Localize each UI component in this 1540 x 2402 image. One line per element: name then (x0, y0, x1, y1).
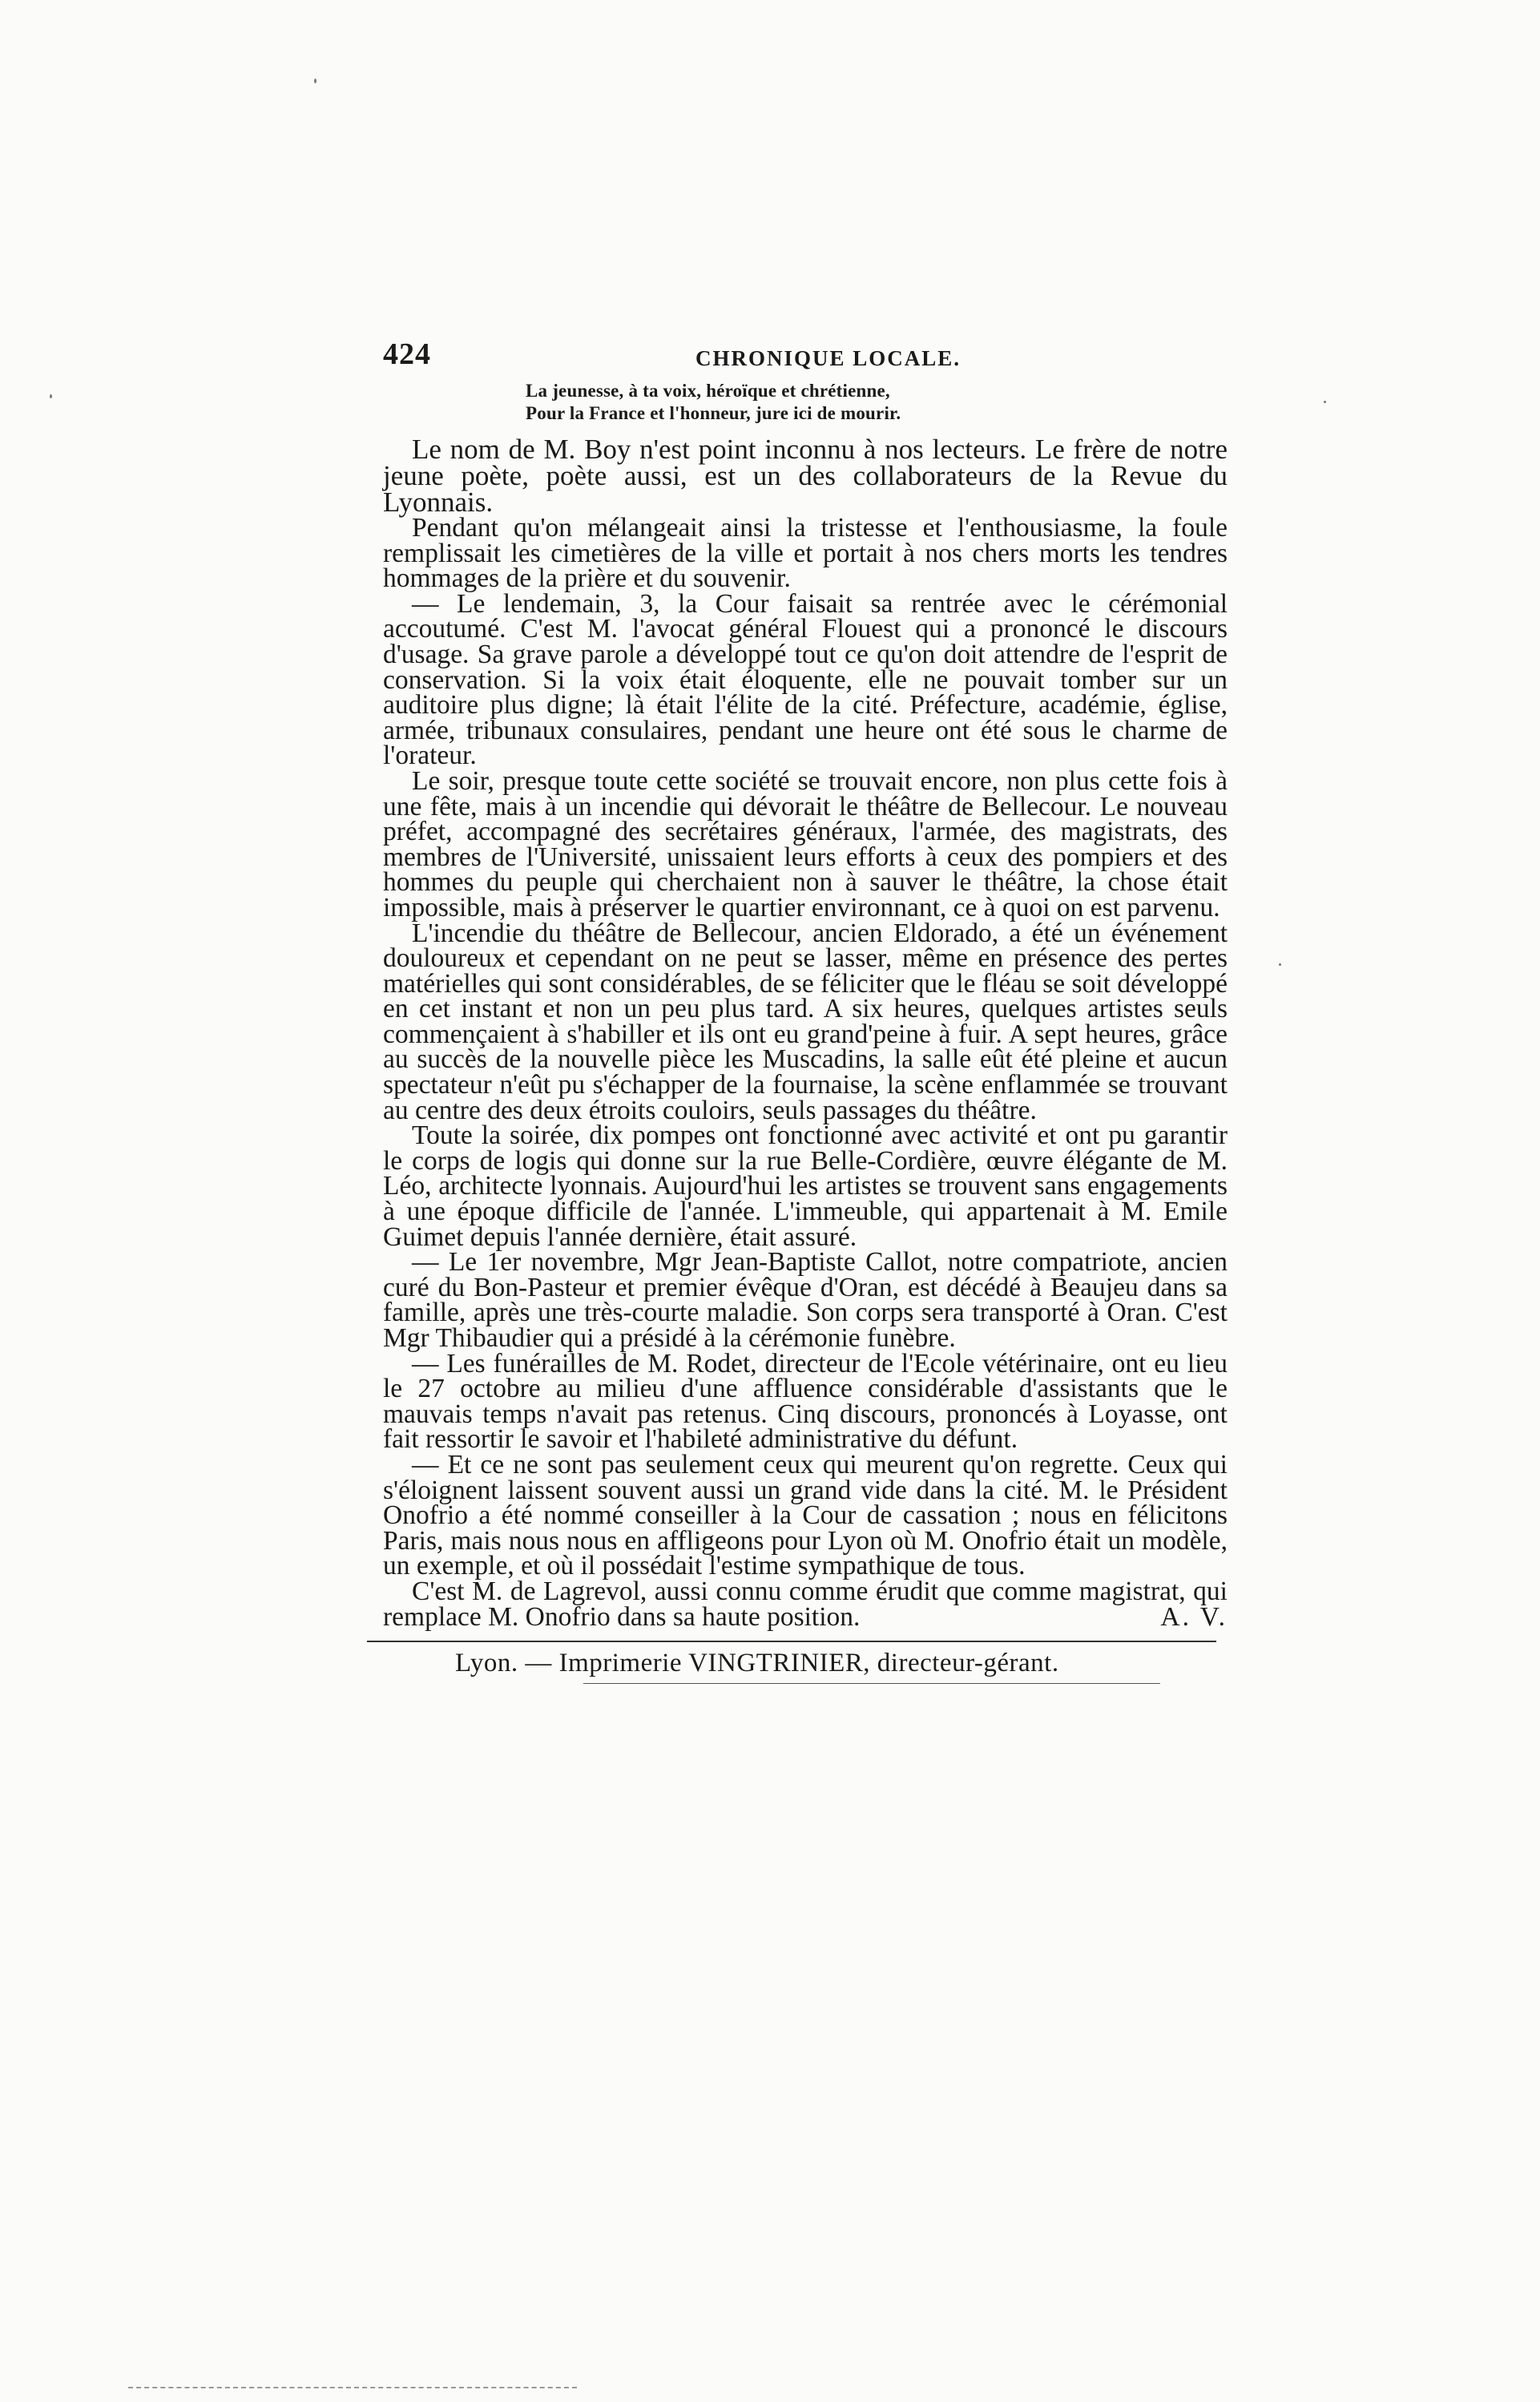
paragraph-cimetieres: Pendant qu'on mélangeait ainsi la tristesse et l'enthousiasme, la foule remplissait les cimetières de la ville et portait à nos chers morts les tendres hommages de la prière et du souvenir. (383, 513, 1228, 594)
signature: A. V. (1160, 1601, 1228, 1632)
running-title: CHRONIQUE LOCALE. (695, 346, 961, 370)
paragraph-rodet: — Les funérailles de M. Rodet, directeur de l'Ecole vétérinaire, ont eu lieu le 27 octobre au milieu d'une affluence considérable d'assistants que le mauvais temps n'avait pas retenus. Cinq discours, prononcés à Loyasse, ont fait ressortir le savoir et l'habileté administrative du défunt. (383, 1348, 1228, 1455)
paragraph-lagrevol-text: C'est M. de Lagrevol, aussi connu comme érudit que comme magistrat, qui remplace M. Onofrio dans sa haute position. (383, 1576, 1228, 1632)
page-column (383, 337, 1228, 1684)
scan-edge-noise (128, 2387, 577, 2388)
paragraph-pompes: Toute la soirée, dix pompes ont fonctionné avec activité et ont pu garantir le corps de logis qui donne sur la rue Belle-Cordière, œuvre élégante de M. Léo, architecte lyonnais. Aujourd'hui les artistes se trouvent sans engagements à une époque difficile de l'année. L'immeuble, qui appartenait à M. Emile Guimet depuis l'année dernière, était assuré. (383, 1120, 1228, 1252)
scan-speck (314, 79, 316, 83)
scan-speck (1279, 963, 1281, 966)
paragraph-incendie-soir: Le soir, presque toute cette société se trouvait encore, non plus cette fois à une fête, mais à un incendie qui dévorait le théâtre de Bellecour. Le nouveau préfet, accompagné des secrétaires généraux, l'armée, des magistrats, des membres de l'Université, unissaient leurs efforts à ceux des pompiers et des hommes du peuple qui cherchaient non à sauver le théâtre, la chose était impossible, mais à préserver le quartier environnant, ce à quoi on est parvenu. (383, 765, 1228, 922)
footer-rule (367, 1641, 1216, 1642)
verse-quote (526, 380, 1228, 425)
scan-speck (50, 394, 52, 398)
page-header (383, 337, 1228, 380)
article-body (383, 434, 1228, 1632)
verse-line-1: La jeunesse, à ta voix, héroïque et chrétienne, (526, 381, 890, 401)
paragraph-callot: — Le 1er novembre, Mgr Jean-Baptiste Callot, notre compatriote, ancien curé du Bon-Pasteur et premier évêque d'Oran, est décédé à Beaujeu dans sa famille, après une très-courte maladie. Son corps sera transporté à Oran. C'est Mgr Thibaudier qui a présidé à la cérémonie funèbre. (383, 1247, 1228, 1353)
page-number: 424 (383, 337, 431, 371)
imprint-rule (583, 1683, 1160, 1684)
paragraph-rentree-cour: — Le lendemain, 3, la Cour faisait sa rentrée avec le cérémonial accoutumé. C'est M. l'avocat général Flouest qui a prononcé le discours d'usage. Sa grave parole a développé tout ce qu'on doit attendre de l'esprit de conservation. Si la voix était éloquente, elle ne pouvait tomber sur un auditoire plus digne; là était l'élite de la cité. Préfecture, académie, église, armée, tribunaux consulaires, pendant une heure ont été sous le charme de l'orateur. (383, 588, 1228, 771)
paragraph-lagrevol (383, 1576, 1228, 1632)
imprint-line: Lyon. — Imprimerie VINGTRINIER, directeur-gérant. (455, 1649, 1059, 1678)
paragraph-boy: Le nom de M. Boy n'est point inconnu à nos lecteurs. Le frère de notre jeune poète, poète aussi, est un des collaborateurs de la Revue du Lyonnais. (383, 434, 1228, 518)
scan-speck (1324, 401, 1326, 403)
paragraph-onofrio: — Et ce ne sont pas seulement ceux qui meurent qu'on regrette. Ceux qui s'éloignent laissent souvent aussi un grand vide dans la cité. M. le Président Onofrio a été nommé conseiller à la Cour de cassation ; nous en félicitons Paris, mais nous nous en affligeons pour Lyon où M. Onofrio était un modèle, un exemple, et où il possédait l'estime sympathique de tous. (383, 1449, 1228, 1581)
paragraph-incendie-bellecour: L'incendie du théâtre de Bellecour, ancien Eldorado, a été un événement douloureux et cependant on ne peut se lasser, même en présence des pertes matérielles qui sont considérables, de se féliciter que le fléau se soit développé en cet instant et non un peu plus tard. A six heures, quelques artistes seuls commençaient à s'habiller et ils ont eu grand'peine à fuir. A sept heures, grâce au succès de la nouvelle pièce les Muscadins, la salle eût été pleine et aucun spectateur n'eût pu s'échapper de la fournaise, la scène enflammée se trouvant au centre des deux étroits couloirs, seuls passages du théâtre. (383, 918, 1228, 1125)
verse-line-2: Pour la France et l'honneur, jure ici de mourir. (526, 403, 901, 423)
